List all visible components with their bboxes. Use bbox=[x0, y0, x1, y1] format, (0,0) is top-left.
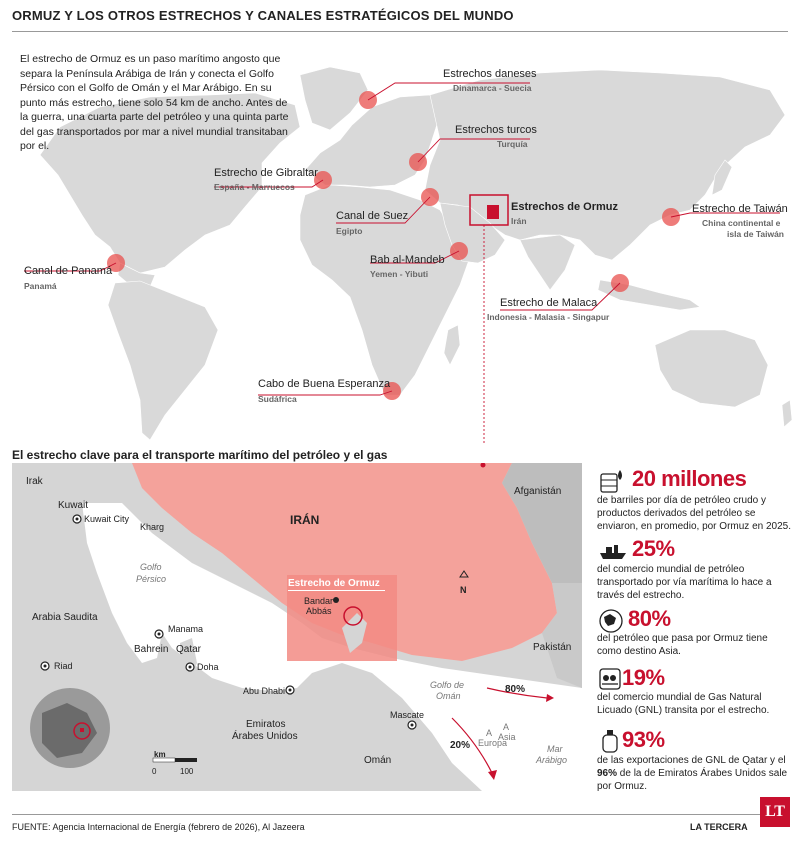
stat-5-highlight: 96% bbox=[597, 768, 618, 779]
stat-1-value: 20 millones bbox=[632, 466, 747, 491]
oil-barrel-icon bbox=[598, 466, 628, 494]
flow-europe-dest-2: Europa bbox=[478, 738, 508, 748]
label-hormuz: Estrechos de Ormuz bbox=[511, 201, 618, 213]
country-qatar: Qatar bbox=[176, 644, 202, 655]
city-riad: Riad bbox=[54, 661, 73, 671]
region-turkish: Turquía bbox=[497, 139, 528, 149]
region-hormuz: Irán bbox=[511, 216, 527, 226]
stat-2-value: 25% bbox=[632, 536, 675, 561]
region-danish: Dinamarca - Suecia bbox=[453, 83, 532, 93]
flow-europe-dest-1: A bbox=[486, 728, 493, 738]
city-manama: Manama bbox=[168, 624, 204, 634]
stat-4-text: del comercio mundial de Gas Natural Licuado (GNL) transita por el estrecho. bbox=[597, 692, 770, 716]
scale-end: 100 bbox=[180, 767, 194, 776]
flow-europe-percent: 20% bbox=[450, 740, 471, 751]
country-oman: Omán bbox=[364, 755, 392, 766]
country-arabia: Arabia Saudita bbox=[32, 612, 98, 623]
hormuz-fill bbox=[487, 205, 499, 219]
flow-asia-dest-1: A bbox=[503, 722, 510, 732]
stat-1-text: de barriles por día de petróleo crudo y productos derivados del petróleo se enviaron, en promedio, por Ormuz en 2025. bbox=[597, 495, 791, 532]
gas-cylinder-icon bbox=[600, 728, 620, 754]
source-note: FUENTE: Agencia Internacional de Energía (febrero de 2026), Al Jazeera bbox=[12, 822, 305, 832]
stat-5-value: 93% bbox=[622, 727, 665, 752]
tanker-ship-icon bbox=[598, 541, 628, 561]
city-kuwait: Kuwait City bbox=[84, 514, 130, 524]
region-good-hope: Sudáfrica bbox=[258, 394, 297, 404]
sea-arabigo-1: Mar bbox=[547, 744, 563, 754]
sea-golfo-1: Golfo bbox=[140, 562, 162, 572]
region-mandeb: Yemen - Yibuti bbox=[370, 269, 429, 279]
detail-section-title: El estrecho clave para el transporte marítimo del petróleo y el gas bbox=[12, 448, 388, 462]
sea-oman-1: Golfo de bbox=[430, 680, 465, 690]
country-bahrein: Bahrein bbox=[134, 644, 169, 655]
label-suez: Canal de Suez bbox=[336, 210, 409, 222]
label-taiwan: Estrecho de Taiwán bbox=[692, 203, 788, 215]
strait-label-underline bbox=[288, 590, 385, 591]
label-mandeb: Bab al-Mandeb bbox=[370, 254, 445, 266]
country-iran: IRÁN bbox=[290, 513, 320, 527]
country-afganistan: Afganistán bbox=[514, 486, 562, 497]
stat-3-text: del petróleo que pasa por Ormuz tiene como destino Asia. bbox=[597, 633, 768, 657]
region-malacca: Indonesia - Malasia - Singapur bbox=[487, 312, 610, 322]
region-taiwan: China continental e bbox=[702, 218, 781, 228]
brand-logo: LT bbox=[760, 797, 790, 827]
australia bbox=[655, 330, 768, 407]
city-bandar-2: Abbás bbox=[306, 606, 332, 616]
india bbox=[520, 235, 575, 290]
city-bandar-1: Bandar bbox=[304, 596, 334, 606]
brand-name: LA TERCERA bbox=[690, 822, 748, 832]
north-label: N bbox=[460, 585, 467, 595]
city-doha: Doha bbox=[197, 662, 219, 672]
label-panama: Canal de Panamá bbox=[24, 265, 113, 277]
country-pakistan: Pakistán bbox=[533, 642, 572, 653]
label-gibraltar: Estrecho de Gibraltar bbox=[214, 167, 318, 179]
new-zealand bbox=[782, 400, 792, 427]
region-gibraltar: España - Marruecos bbox=[214, 182, 295, 192]
scale-start: 0 bbox=[152, 767, 157, 776]
title-divider bbox=[12, 31, 788, 32]
label-danish: Estrechos daneses bbox=[443, 68, 537, 80]
madagascar bbox=[444, 325, 460, 365]
strait-hormuz-label: Estrecho de Ormuz bbox=[288, 578, 380, 589]
label-malacca: Estrecho de Malaca bbox=[500, 297, 598, 309]
footer-divider bbox=[12, 814, 788, 815]
scale-unit: km bbox=[154, 750, 166, 759]
label-good-hope: Cabo de Buena Esperanza bbox=[258, 378, 391, 390]
region-panama: Panamá bbox=[24, 281, 57, 291]
stat-3-value: 80% bbox=[628, 606, 671, 631]
page-title: ORMUZ Y LOS OTROS ESTRECHOS Y CANALES ESTRATÉGICOS DEL MUNDO bbox=[12, 8, 514, 23]
region-taiwan-2: isla de Taiwán bbox=[727, 229, 785, 239]
globe-asia-icon bbox=[598, 608, 624, 634]
city-abu-dhabi: Abu Dhabi bbox=[243, 686, 286, 696]
country-emiratos-1: Emiratos bbox=[246, 719, 286, 730]
city-kharg: Kharg bbox=[140, 522, 165, 532]
stat-2-text: del comercio mundial de petróleo transportado por vía marítima lo hace a través del estrecho. bbox=[597, 564, 772, 601]
flow-asia-percent: 80% bbox=[505, 684, 526, 695]
country-emiratos-2: Árabes Unidos bbox=[232, 731, 298, 742]
stat-5-text: de las exportaciones de GNL de Qatar y el 96% de la de Emiratos Árabes Unidos sale por Ormuz. bbox=[597, 755, 788, 792]
country-kuwait: Kuwait bbox=[58, 500, 89, 511]
sea-golfo-2: Pérsico bbox=[136, 574, 167, 584]
lng-ship-icon bbox=[598, 667, 622, 691]
city-mascate: Mascate bbox=[390, 710, 425, 720]
flow-asia-dest-2: Asia bbox=[498, 732, 516, 742]
country-irak: Irak bbox=[26, 476, 43, 487]
sea-arabigo-2: Arábigo bbox=[536, 755, 568, 765]
sea-oman-2: Omán bbox=[436, 691, 461, 701]
region-suez: Egipto bbox=[336, 226, 363, 236]
south-america bbox=[108, 281, 218, 440]
intro-text: El estrecho de Ormuz es un paso marítimo angosto que separa la Península Arábiga de Irán y conecta el Golfo Pérsico con el Golfo de Omán y el Mar Arábigo. En su punto más estrecho, tiene solo 54 km de ancho. Antes de la guerra, una cuarta parte del petróleo y una quinta parte del gas transportados por mar a nivel mundial transitaban por el. bbox=[20, 53, 289, 152]
stat-4-value: 19% bbox=[622, 665, 665, 690]
label-turkish: Estrechos turcos bbox=[455, 124, 537, 136]
